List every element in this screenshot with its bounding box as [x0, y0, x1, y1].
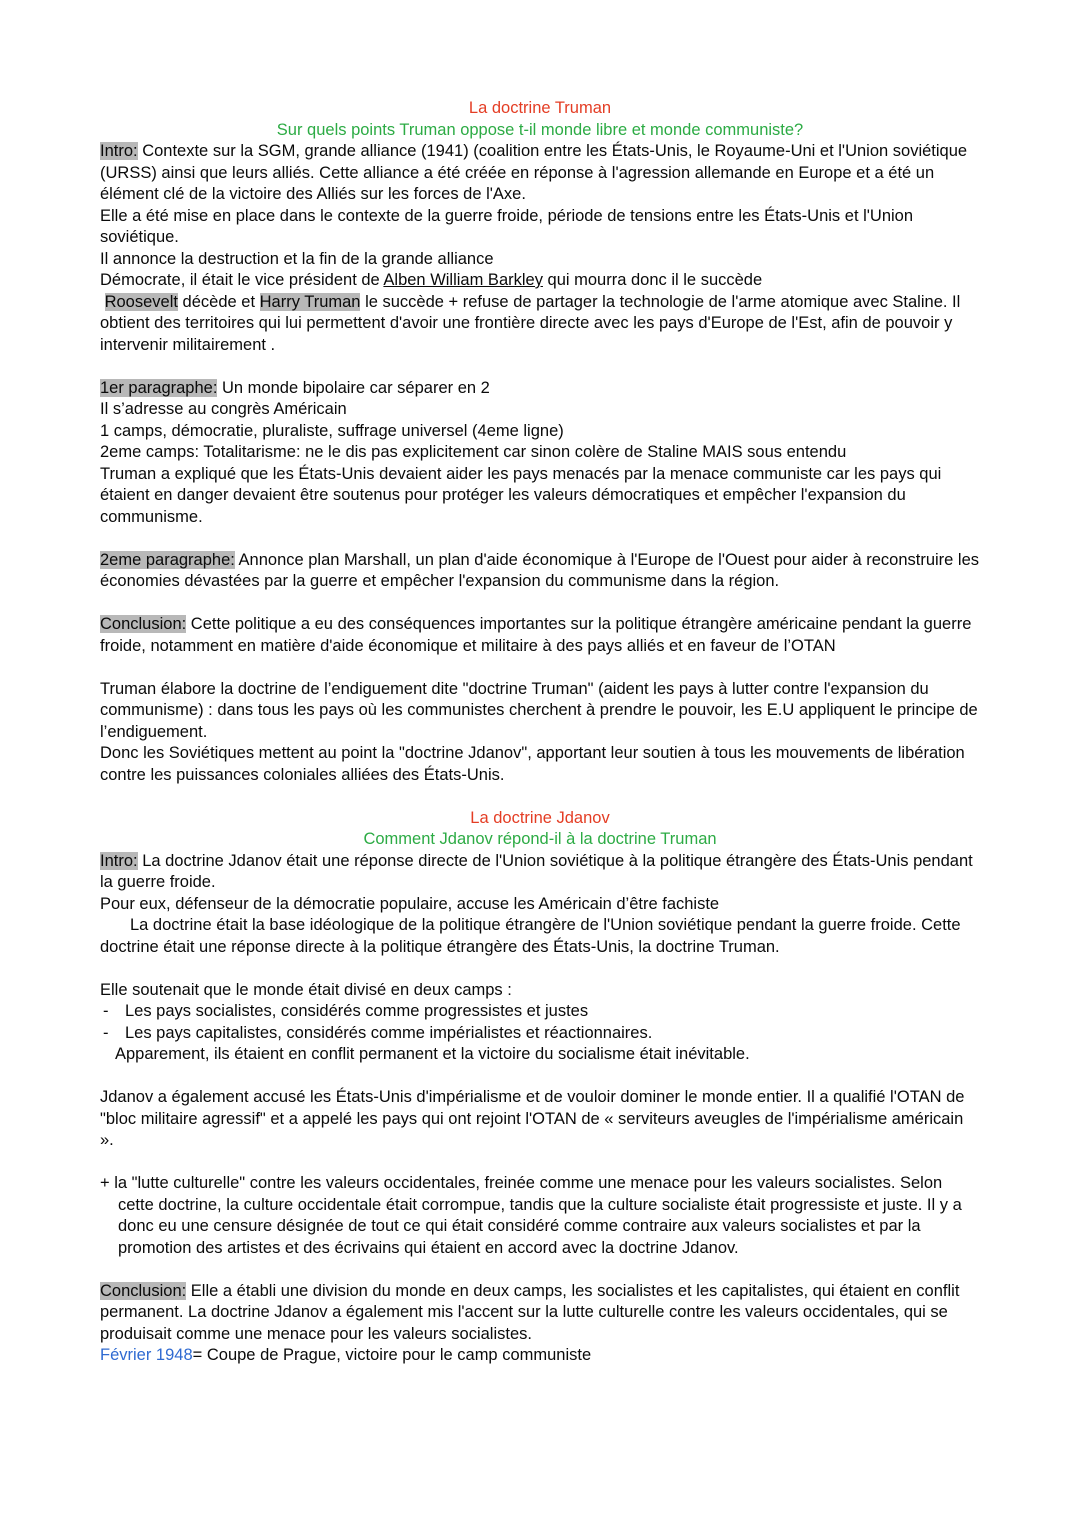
blank-line	[100, 1259, 980, 1281]
document-body	[100, 98, 984, 1367]
text-segment: Les pays socialistes, considérés comme progressistes et justes	[125, 1002, 589, 1020]
blank-line	[100, 958, 980, 980]
text-segment: Truman élabore la doctrine de l’endiguement dite "doctrine Truman" (aident les pays à lutter contre l'expansion du communisme) : dans tous les pays où les communistes cherchent à prendre le pouvoir, les E.U appliquent le principe de l’endiguement.	[100, 679, 983, 741]
text-segment-blue: Février 1948	[100, 1346, 193, 1364]
text-segment: Cette politique a eu des conséquences importantes sur la politique étrangère américaine pendant la guerre froide, notamment en matière d'aide économique et militaire à des pays alliés et en faveur de l’OTAN	[100, 615, 976, 655]
text-segment: décède et	[177, 292, 260, 311]
list-dash-marker: -	[103, 1023, 109, 1042]
para-congres	[100, 399, 980, 421]
text-segment: Sur quels points Truman oppose t-il monde libre et monde communiste?	[276, 120, 804, 139]
para-guerre-froide	[100, 206, 980, 249]
text-segment-highlight: Intro:	[100, 142, 138, 160]
doc-title-jdanov	[100, 808, 980, 830]
text-segment	[100, 293, 105, 311]
text-segment-highlight: Intro:	[100, 851, 138, 870]
para-annonce-fin-alliance	[100, 249, 980, 271]
text-segment: Démocrate, il était le vice président de	[100, 271, 384, 289]
para-2eme-paragraphe	[100, 550, 984, 593]
para-2eme-camps	[100, 442, 980, 464]
text-segment-underline: Alben William Barkley	[383, 271, 543, 289]
text-segment: Elle a établi une division du monde en deux camps, les socialistes et les capitalistes, qui étaient en conflit permanent. La doctrine Jdanov a également mis l'accent sur la lutte culturelle contre les valeurs occidentales, qui se produisait comme une menace pour les valeurs socialistes.	[100, 1281, 965, 1343]
para-fevrier-1948	[100, 1345, 980, 1367]
text-segment: le succède + refuse de partager la technologie de l'arme atomique avec Staline. Il obtient des territoires qui lui permettent d'avoir une frontière directe avec les pays d'Europe de l'Est, afin de pouvoir y intervenir militairement .	[100, 292, 965, 354]
text-segment: Apparement, ils étaient en conflit permanent et la victoire du socialisme était inévitable.	[115, 1045, 750, 1063]
text-segment: La doctrine Jdanov	[470, 808, 610, 827]
para-doctrine-jdanov-origine	[100, 743, 980, 786]
text-segment: 1 camps, démocratie, pluraliste, suffrage universel (4eme ligne)	[100, 421, 564, 440]
blank-line	[100, 356, 980, 378]
text-segment: Il annonce la destruction et la fin de la grande alliance	[100, 249, 494, 268]
blank-line	[100, 1152, 980, 1174]
para-apparement	[100, 1044, 980, 1066]
blank-line	[100, 657, 980, 679]
para-barkley	[100, 270, 980, 292]
text-segment: Il s’adresse au congrès Américain	[100, 400, 347, 418]
blank-line	[100, 528, 980, 550]
blank-line	[100, 1066, 980, 1088]
para-truman-explique	[100, 464, 980, 529]
para-1er-paragraphe	[100, 378, 980, 400]
para-imperialisme	[100, 1087, 980, 1152]
text-segment: La doctrine Truman	[468, 99, 612, 117]
text-segment: La doctrine Jdanov était une réponse directe de l'Union soviétique à la politique étrangère des États-Unis pendant la guerre froide.	[100, 851, 978, 891]
text-segment: Elle a été mise en place dans le contexte de la guerre froide, période de tensions entre les États-Unis et l'Union soviétique.	[100, 206, 918, 246]
list-item-pays-capitalistes	[100, 1023, 980, 1045]
intro-truman	[100, 141, 980, 206]
doc-subtitle-jdanov	[100, 829, 980, 851]
text-segment-highlight: 2eme paragraphe:	[100, 550, 235, 569]
para-pour-eux	[100, 894, 980, 916]
conclusion-truman	[100, 614, 980, 657]
para-1-camps	[100, 421, 980, 443]
text-segment: + la "lutte culturelle" contre les valeurs occidentales, freinée comme une menace pour les valeurs socialistes. Selon cette doctrine, la culture occidentale était corrompue, tandis que la culture socialiste était progressiste et juste. Il y a donc eu une censure désignée de tout ce qui était considéré comme contraire aux valeurs socialistes et par la promotion des artistes et des écrivains qui étaient en accord avec la doctrine Jdanov.	[100, 1174, 967, 1257]
para-roosevelt-truman	[100, 292, 980, 357]
blank-line	[100, 593, 980, 615]
text-segment: Contexte sur la SGM, grande alliance (1941) (coalition entre les États-Unis, le Royaume-Uni et l'Union soviétique (URSS) ainsi que leurs alliés. Cette alliance a été créée en réponse à l'agression allemande en Europe et a été un élément clé de la victoire des Alliés sur les forces de l'Axe.	[100, 142, 972, 203]
blank-line	[100, 786, 980, 808]
intro-jdanov	[100, 851, 980, 894]
text-segment-highlight: Conclusion:	[100, 1281, 187, 1300]
list-dash-marker: -	[103, 1002, 109, 1020]
text-segment: qui mourra donc il le succède	[542, 271, 763, 289]
text-segment: Truman a expliqué que les États-Unis devaient aider les pays menacés par la menace communiste car les pays qui étaient en danger devaient être soutenus pour protéger les valeurs démocratiques et empêcher l'expansion du communisme.	[100, 464, 946, 526]
text-segment-highlight: 1er paragraphe:	[100, 378, 218, 397]
para-lutte-culturelle	[100, 1173, 980, 1259]
text-segment-highlight: Harry Truman	[259, 292, 361, 311]
text-segment: = Coupe de Prague, victoire pour le camp communiste	[192, 1346, 592, 1364]
text-segment: Elle soutenait que le monde était divisé en deux camps :	[100, 980, 512, 999]
text-segment: Les pays capitalistes, considérés comme impérialistes et réactionnaires.	[125, 1023, 653, 1042]
text-segment-highlight: Conclusion:	[100, 615, 187, 633]
doc-subtitle-truman	[100, 120, 980, 142]
text-segment: 2eme camps: Totalitarisme: ne le dis pas explicitement car sinon colère de Staline MAIS sous entendu	[100, 443, 847, 461]
text-segment-highlight: Roosevelt	[104, 292, 178, 311]
text-segment: Un monde bipolaire car séparer en 2	[217, 378, 490, 397]
list-item-pays-socialistes	[100, 1001, 980, 1023]
text-segment: Comment Jdanov répond-il à la doctrine Truman	[363, 830, 717, 848]
text-segment: Donc les Soviétiques mettent au point la "doctrine Jdanov", apportant leur soutien à tous les mouvements de libération contre les puissances coloniales alliées des États-Unis.	[100, 744, 970, 784]
doc-title-truman	[100, 98, 980, 120]
para-deux-camps	[100, 980, 980, 1002]
text-segment: La doctrine était la base idéologique de la politique étrangère de l'Union soviétique pendant la guerre froide. Cette doctrine était une réponse directe à la politique étrangère des États-Unis, la doctrine Truman.	[100, 916, 966, 956]
para-base-ideologique	[100, 915, 980, 958]
text-segment: Jdanov a également accusé les États-Unis d'impérialisme et de vouloir dominer le monde entier. Il a qualifié l'OTAN de "bloc militaire agressif" et a appelé les pays qui ont rejoint l'OTAN de « serviteurs aveugles de l'impérialisme américain ».	[100, 1088, 970, 1149]
text-segment: Pour eux, défenseur de la démocratie populaire, accuse les Américain d’être fachiste	[100, 894, 720, 913]
text-segment: Annonce plan Marshall, un plan d'aide économique à l'Europe de l'Ouest pour aider à reconstruire les économies dévastées par la guerre et empêcher l'expansion du communisme dans la région.	[100, 550, 984, 590]
conclusion-jdanov	[100, 1281, 980, 1346]
para-endiguement	[100, 679, 983, 744]
